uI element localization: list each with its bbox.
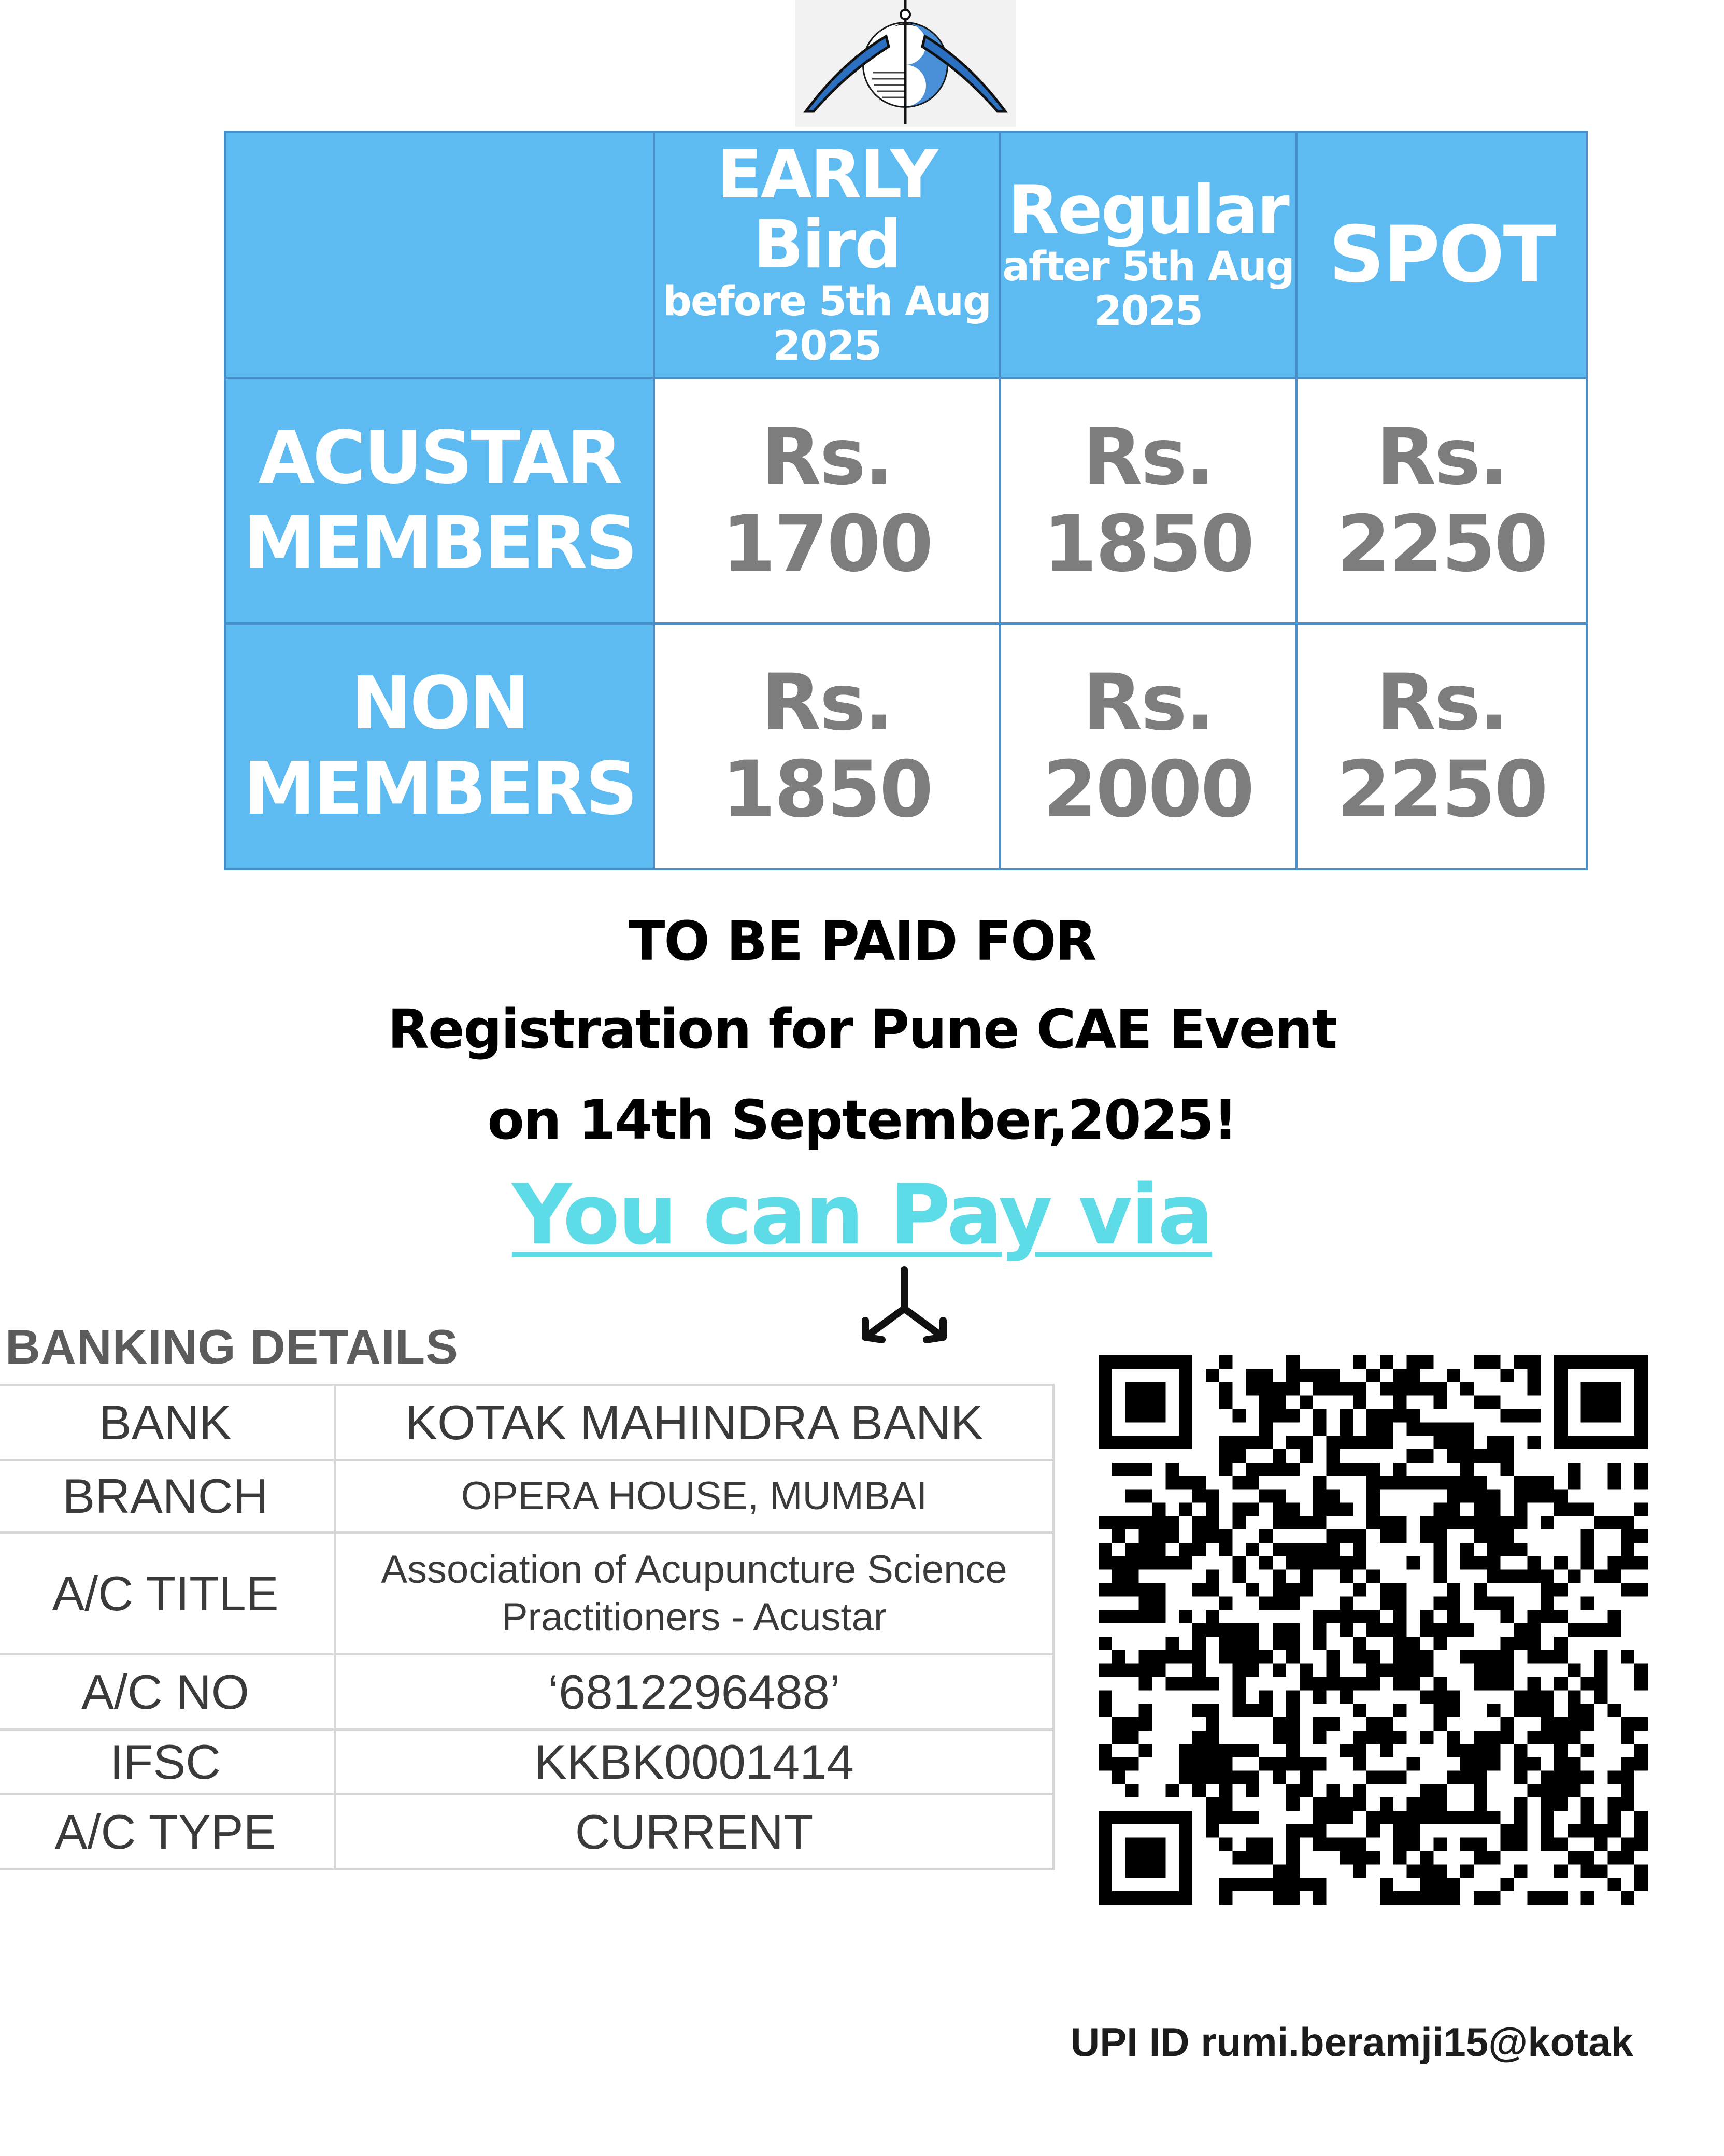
price-non-members-spot: Rs. 2250 [1296,623,1587,869]
bank-value: KOTAK MAHINDRA BANK [335,1385,1053,1460]
ac-title-value [335,1533,1053,1654]
bank-key: BANK [0,1385,335,1460]
spot-header: SPOT [1296,132,1587,378]
row-label-acustar-members: ACUSTAR MEMBERS [225,378,654,623]
bank-row [0,1385,1053,1460]
ac-no-row [0,1654,1053,1729]
fee-header-row [225,132,1587,378]
price-members-regular: Rs. 1850 [1000,378,1296,623]
caption-line-1: TO BE PAID FOR [628,910,1096,973]
early-bird-header: EARLY Bird before 5th Aug 2025 [654,132,1000,378]
branch-arrow-icon [855,1265,953,1348]
price-members-early: Rs. 1700 [654,378,1000,623]
branch-row [0,1460,1053,1533]
ac-title-row [0,1533,1053,1654]
ac-title-value-line-2: Practitioners - Acustar [501,1595,887,1639]
caption-line-2: Registration for Pune CAE Event [387,998,1337,1061]
price-non-members-regular: Rs. 2000 [1000,623,1296,869]
fee-row-members [225,378,1587,623]
ac-type-row [0,1794,1053,1869]
corner-cell [225,132,654,378]
ac-type-key: A/C TYPE [0,1794,335,1869]
branch-key: BRANCH [0,1460,335,1533]
pay-via-text[interactable]: You can Pay via [511,1166,1213,1263]
ac-type-value: CURRENT [335,1794,1053,1869]
upi-qr-code[interactable] [1099,1355,1648,1905]
acustar-logo-icon [795,0,1016,127]
ac-no-value: ‘6812296488’ [335,1654,1053,1729]
row-label-non-members: NON MEMBERS [225,623,654,869]
ifsc-key: IFSC [0,1729,335,1794]
price-non-members-early: Rs. 1850 [654,623,1000,869]
fee-row-non-members [225,623,1587,869]
banking-details-table [0,1384,1055,1870]
ac-no-key: A/C NO [0,1654,335,1729]
regular-header: Regular after 5th Aug 2025 [1000,132,1296,378]
ac-title-key: A/C TITLE [0,1533,335,1654]
ifsc-row [0,1729,1053,1794]
fee-table [224,131,1588,870]
acustar-logo [795,0,1016,127]
banking-details-heading: BANKING DETAILS [5,1320,459,1374]
caption-line-3: on 14th September,2025! [487,1088,1237,1152]
upi-id: UPI ID rumi.beramji15@kotak [1070,2019,1633,2065]
ifsc-value: KKBK0001414 [335,1729,1053,1794]
branch-value: OPERA HOUSE, MUMBAI [335,1460,1053,1533]
pay-via-link[interactable] [0,1166,1724,1263]
ac-title-value-line-1: Association of Acupuncture Science [381,1548,1007,1592]
price-members-spot: Rs. 2250 [1296,378,1587,623]
